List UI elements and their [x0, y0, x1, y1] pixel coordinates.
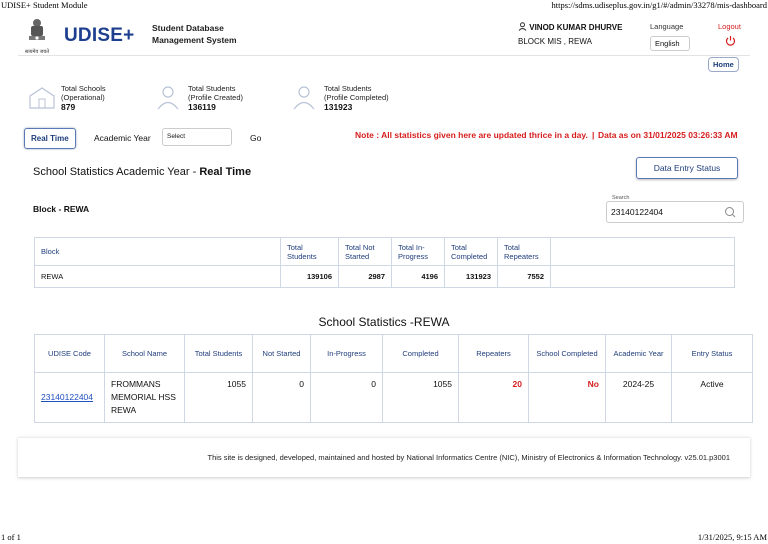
search-label: Search: [612, 195, 630, 201]
realtime-button[interactable]: Real Time: [24, 128, 76, 149]
user-info: [518, 21, 622, 49]
stat-label: Total Students: [188, 84, 236, 93]
logout-icon[interactable]: [725, 35, 736, 48]
stat-value: 879: [61, 102, 76, 112]
print-header-url: https://sdms.udiseplus.gov.in/g1/#/admin/33278/mis-dashboard: [551, 0, 767, 10]
school-stats-title: School Statistics -REWA: [318, 315, 450, 329]
logout-label[interactable]: Logout: [718, 22, 741, 31]
data-as-on: Data as on 31/01/2025 03:26:33 AM: [598, 130, 738, 140]
col-header: UDISE Code: [35, 335, 105, 373]
stat-sublabel: (Operational): [61, 93, 105, 102]
go-button[interactable]: Go: [250, 133, 262, 143]
print-header-title: UDISE+ Student Module: [1, 0, 88, 10]
col-header: Academic Year: [606, 335, 672, 373]
students-icon: [154, 84, 182, 110]
col-header: Total Students: [185, 335, 253, 373]
udise-code-link[interactable]: 23140122404: [41, 392, 94, 402]
school-table: [34, 334, 753, 423]
system-name-line1: Student Database: [152, 23, 224, 33]
search-icon[interactable]: [724, 206, 736, 220]
cell-school-name: FROMMANS MEMORIAL HSS REWA: [105, 373, 185, 423]
language-label: Language: [650, 22, 684, 31]
col-header: Total Not Started: [339, 238, 392, 266]
cell-repeaters: 20: [459, 373, 529, 423]
col-header: School Name: [105, 335, 185, 373]
cell-empty: [551, 266, 735, 288]
system-name: [152, 22, 237, 46]
cell-repeaters: 7552: [498, 266, 551, 288]
home-button[interactable]: Home: [708, 57, 739, 72]
cell-udise: [35, 373, 105, 423]
col-header: Repeaters: [459, 335, 529, 373]
stat-label: Total Schools: [61, 84, 106, 93]
block-label: Block - REWA: [33, 204, 90, 214]
print-footer-datetime: 1/31/2025, 9:15 AM: [697, 532, 767, 542]
cell-block: REWA: [35, 266, 281, 288]
school-building-icon: [28, 84, 56, 110]
cell-school-completed: No: [529, 373, 606, 423]
cell-in-progress: 0: [311, 373, 383, 423]
block-table-header: [35, 238, 735, 266]
system-name-line2: Management System: [152, 35, 237, 45]
language-select[interactable]: English: [650, 36, 690, 51]
top-bar: [18, 12, 750, 56]
cell-in-progress: 4196: [392, 266, 445, 288]
school-table-header: [35, 335, 753, 373]
stat-value: 136119: [188, 102, 216, 112]
stat-profile-completed: [324, 84, 389, 112]
stat-label: Total Students: [324, 84, 372, 93]
cell-entry-status: Active: [672, 373, 753, 423]
update-note: Note : All statistics given here are updated thrice in a day.: [355, 130, 588, 140]
col-header: In-Progress: [311, 335, 383, 373]
stat-value: 131923: [324, 102, 353, 112]
brand-logo: UDISE+: [64, 25, 135, 46]
cell-total: 139106: [281, 266, 339, 288]
search-input[interactable]: 23140122404: [606, 201, 744, 223]
data-entry-status-button[interactable]: Data Entry Status: [636, 157, 738, 179]
cell-completed: 1055: [383, 373, 459, 423]
stat-sublabel: (Profile Completed): [324, 93, 389, 102]
separator: |: [592, 130, 595, 140]
col-header: Total Repeaters: [498, 238, 551, 266]
stat-profile-created: [188, 84, 243, 112]
print-footer-page: 1 of 1: [1, 532, 21, 542]
col-header: Entry Status: [672, 335, 753, 373]
footer-text: This site is designed, developed, maintained and hosted by National Informatics Centre (NIC), Ministry of Electronics & Information Technology. v25.01.p3001: [207, 453, 730, 462]
col-header: Total Completed: [445, 238, 498, 266]
user-role: BLOCK MIS , REWA: [518, 37, 592, 46]
stat-total-schools: [61, 84, 106, 112]
section-title-prefix: School Statistics Academic Year -: [33, 166, 200, 178]
col-header: Total In-Progress: [392, 238, 445, 266]
page: [18, 12, 750, 480]
section-title-bold: Real Time: [199, 166, 252, 178]
stat-sublabel: (Profile Created): [188, 93, 244, 102]
cell-academic-year: 2024-25: [606, 373, 672, 423]
emblem-caption: सत्यमेव जयते: [24, 49, 50, 55]
cell-not-started: 0: [253, 373, 311, 423]
user-name-row: [518, 21, 622, 35]
section-title: [33, 166, 251, 178]
students-completed-icon: [290, 84, 318, 110]
cell-completed: 131923: [445, 266, 498, 288]
table-row: [35, 373, 753, 423]
col-header: Completed: [383, 335, 459, 373]
site-footer: [18, 437, 750, 477]
academic-year-select[interactable]: Select: [162, 128, 232, 146]
col-header: Block: [35, 238, 281, 266]
national-emblem-icon: [24, 17, 50, 53]
col-header-empty: [551, 238, 735, 266]
table-row: [35, 266, 735, 288]
cell-total: 1055: [185, 373, 253, 423]
cell-not-started: 2987: [339, 266, 392, 288]
user-icon: [518, 22, 527, 31]
col-header: Total Students: [281, 238, 339, 266]
academic-year-label: Academic Year: [94, 133, 151, 143]
col-header: Not Started: [253, 335, 311, 373]
col-header: School Completed: [529, 335, 606, 373]
block-table: [34, 237, 735, 288]
user-name: VINOD KUMAR DHURVE: [529, 23, 623, 32]
